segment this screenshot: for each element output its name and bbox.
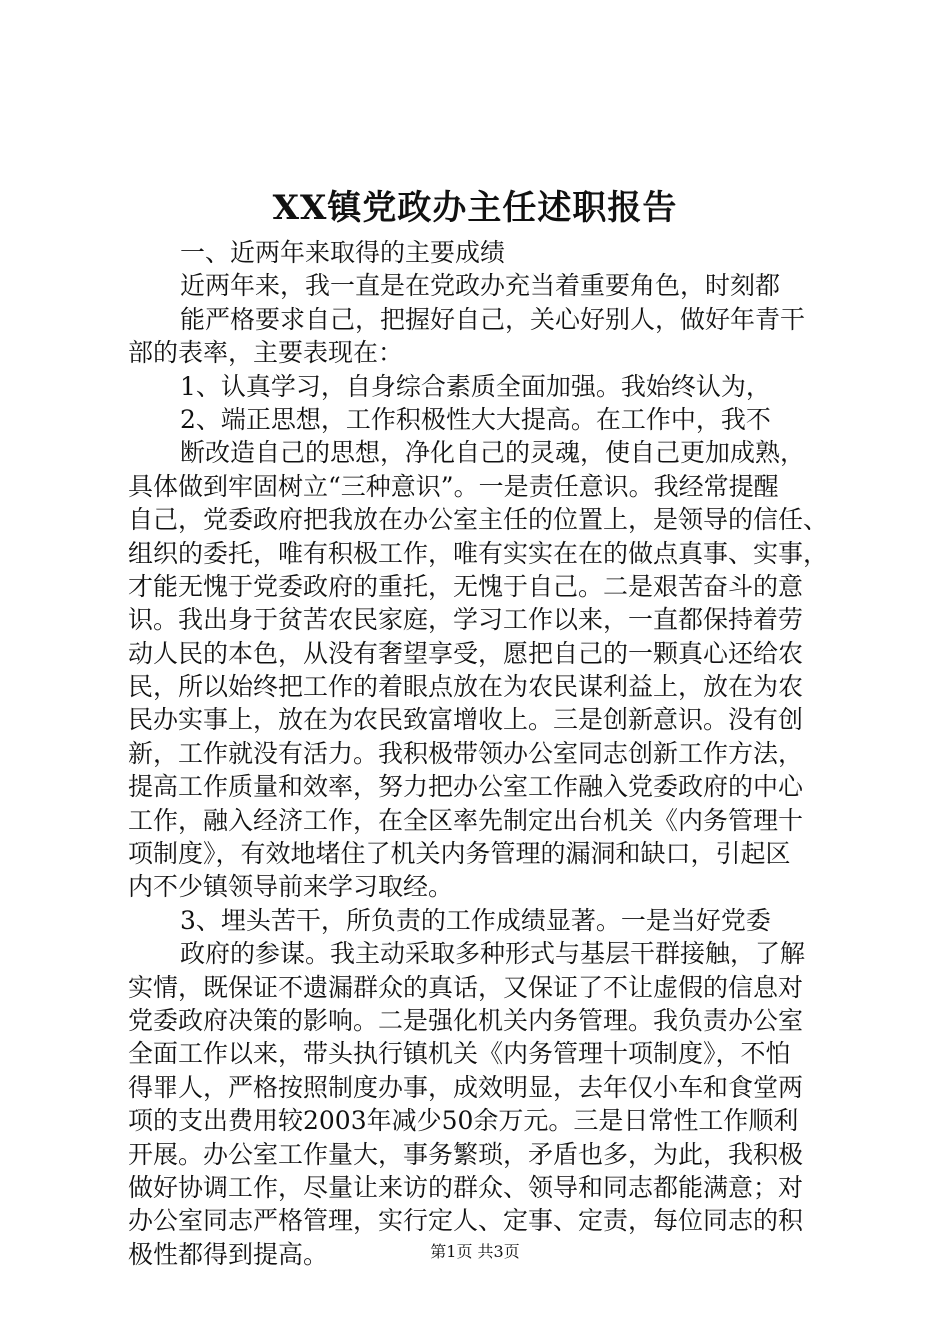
body-line: 识。我出身于贫苦农民家庭，学习工作以来，一直都保持着劳 [128, 605, 804, 635]
body-line: 新，工作就没有活力。我积极带领办公室同志创新工作方法， [128, 738, 804, 768]
document-title: XX镇党政办主任述职报告 [272, 188, 678, 228]
body-line: 能严格要求自己，把握好自己，关心好别人，做好年青干 [180, 304, 806, 334]
body-line: 项的支出费用较2003年减少50余万元。三是日常性工作顺利 [128, 1106, 799, 1136]
body-line: 民办实事上，放在为农民致富增收上。三是创新意识。没有创 [128, 705, 804, 735]
body-line: 具体做到牢固树立“三种意识”。一是责任意识。我经常提醒 [128, 471, 779, 501]
body-line: 项制度》，有效地堵住了机关内务管理的漏洞和缺口，引起区 [128, 839, 791, 869]
body-line: 极性都得到提高。 [128, 1239, 329, 1269]
document-body [128, 236, 838, 1271]
body-line: 一、近两年来取得的主要成绩 [180, 238, 506, 267]
body-line: 内不少镇领导前来学习取经。 [128, 872, 454, 902]
body-line: 自己，党委政府把我放在办公室主任的位置上，是领导的信任、 [128, 505, 829, 535]
body-line: 全面工作以来，带头执行镇机关《内务管理十项制度》，不怕 [128, 1039, 791, 1069]
body-line: 办公室同志严格管理，实行定人、定事、定责，每位同志的积 [128, 1206, 804, 1236]
body-line: 组织的委托，唯有积极工作，唯有实实在在的做点真事、实事， [128, 538, 829, 568]
body-line: 2、端正思想，工作积极性大大提高。在工作中，我不 [180, 404, 771, 434]
body-line: 动人民的本色，从没有奢望享受，愿把自己的一颗真心还给农 [128, 638, 804, 668]
body-line: 1、认真学习，自身综合素质全面加强。我始终认为， [180, 371, 771, 401]
body-line: 政府的参谋。我主动采取多种形式与基层干群接触，了解 [180, 939, 806, 969]
body-line: 提高工作质量和效率，努力把办公室工作融入党委政府的中心 [128, 772, 804, 802]
body-line: 做好协调工作，尽量让来访的群众、领导和同志都能满意；对 [128, 1172, 804, 1202]
body-line: 开展。办公室工作量大，事务繁琐，矛盾也多，为此，我积极 [128, 1139, 804, 1169]
body-line: 党委政府决策的影响。二是强化机关内务管理。我负责办公室 [128, 1005, 804, 1035]
page-footer: 第1页 共3页 [430, 1242, 520, 1261]
body-line: 3、埋头苦干，所负责的工作成绩显著。一是当好党委 [180, 905, 771, 935]
body-line: 实情，既保证不遗漏群众的真话，又保证了不让虚假的信息对 [128, 972, 804, 1002]
body-line: 部的表率，主要表现在： [128, 338, 404, 368]
body-line: 工作，融入经济工作，在全区率先制定出台机关《内务管理十 [128, 805, 804, 835]
body-line: 得罪人，严格按照制度办事，成效明显，去年仅小车和食堂两 [128, 1072, 804, 1102]
body-line: 断改造自己的思想，净化自己的灵魂，使自己更加成熟， [180, 438, 806, 468]
body-line: 才能无愧于党委政府的重托，无愧于自己。二是艰苦奋斗的意 [128, 571, 804, 601]
body-line: 民，所以始终把工作的着眼点放在为农民谋利益上，放在为农 [128, 672, 804, 702]
body-line: 近两年来，我一直是在党政办充当着重要角色，时刻都 [180, 271, 781, 301]
